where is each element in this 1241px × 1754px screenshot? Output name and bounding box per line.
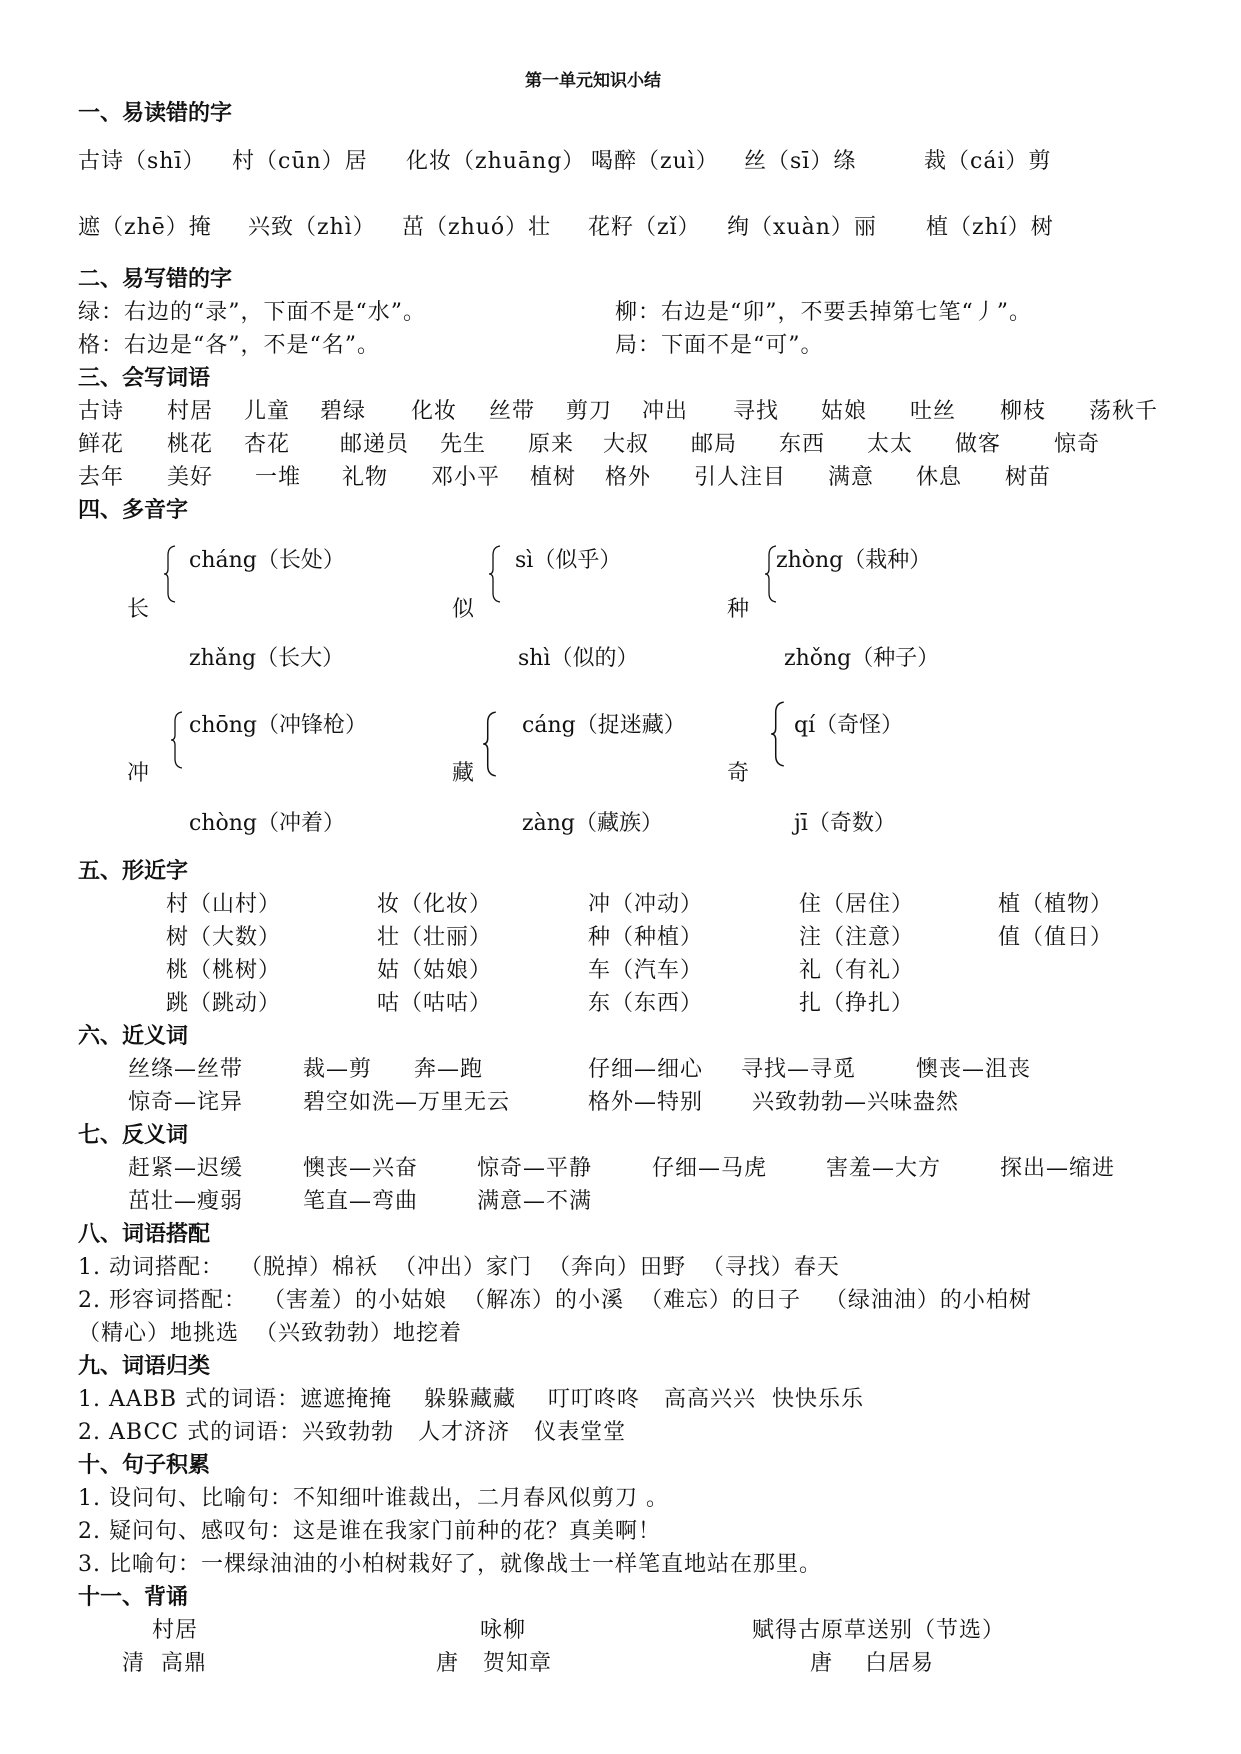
word-item: 碧绿 xyxy=(320,399,367,424)
word-item: 化妆（zhuāng） xyxy=(406,149,586,174)
pinyin-reading: zàng（藏族） xyxy=(522,811,663,836)
word-item: 裁—剪 xyxy=(303,1057,373,1082)
pinyin-reading: cáng（捉迷藏） xyxy=(522,713,686,738)
word-item: 树苗 xyxy=(1005,465,1052,490)
word-item: 惊奇—平静 xyxy=(477,1156,593,1181)
polyphone-char: 似 xyxy=(452,597,475,622)
word-item: 邮递员 xyxy=(340,432,410,457)
text-line: 2. 形容词搭配： （害羞）的小姑娘 （解冻）的小溪 （难忘）的日子 （绿油油）的小柏树 xyxy=(78,1288,1032,1313)
word-item: 先生 xyxy=(440,432,487,457)
text-line: 格：右边是“各”，不是“名”。 xyxy=(78,333,380,358)
word-item: 笔直—弯曲 xyxy=(303,1189,419,1214)
word-item: 化妆 xyxy=(411,399,458,424)
pinyin-reading: qí（奇怪） xyxy=(794,713,904,738)
word-item: 住（居住） xyxy=(799,892,915,917)
poem-author: 清 高鼎 xyxy=(122,1651,207,1676)
word-item: 格外 xyxy=(605,465,652,490)
section-heading-1: 一、易读错的字 xyxy=(78,101,233,126)
word-item: 杏花 xyxy=(244,432,291,457)
brace-icon xyxy=(770,701,786,767)
word-item: 姑（姑娘） xyxy=(377,958,493,983)
polyphone-char: 长 xyxy=(127,597,150,622)
word-item: 儿童 xyxy=(244,399,291,424)
text-line: 局：下面不是“可”。 xyxy=(615,333,824,358)
word-item: 村（山村） xyxy=(166,892,282,917)
word-item: 壮（壮丽） xyxy=(377,925,493,950)
word-item: 茁壮—瘦弱 xyxy=(128,1189,244,1214)
poem-title: 咏柳 xyxy=(480,1618,527,1643)
section-heading-2: 二、易写错的字 xyxy=(78,267,233,292)
word-item: 咕（咕咕） xyxy=(377,991,493,1016)
word-item: 寻找—寻觅 xyxy=(741,1057,857,1082)
word-item: 美好 xyxy=(167,465,214,490)
word-item: 遮（zhē）掩 xyxy=(78,215,212,240)
word-item: 姑娘 xyxy=(821,399,868,424)
pinyin-reading: zhòng（栽种） xyxy=(776,548,932,573)
word-item: 茁（zhuó）壮 xyxy=(402,215,552,240)
word-item: 仔细—细心 xyxy=(588,1057,704,1082)
text-line: 1. 动词搭配： （脱掉）棉袄 （冲出）家门 （奔向）田野 （寻找）春天 xyxy=(78,1255,840,1280)
word-item: 鲜花 xyxy=(78,432,125,457)
word-item: 古诗（shī） xyxy=(78,149,206,174)
word-item: 古诗 xyxy=(78,399,125,424)
word-item: 东（东西） xyxy=(588,991,704,1016)
word-item: 休息 xyxy=(916,465,963,490)
word-item: 礼物 xyxy=(342,465,389,490)
section-heading-5: 五、形近字 xyxy=(78,859,189,884)
word-item: 柳枝 xyxy=(1000,399,1047,424)
word-item: 害羞—大方 xyxy=(826,1156,942,1181)
section-heading-8: 八、词语搭配 xyxy=(78,1222,211,1247)
text-line: 2. ABCC 式的词语：兴致勃勃 人才济济 仪表堂堂 xyxy=(78,1420,627,1445)
text-line: 绿：右边的“录”，下面不是“水”。 xyxy=(78,300,426,325)
pinyin-reading: chōng（冲锋枪） xyxy=(189,713,367,738)
section-heading-4: 四、多音字 xyxy=(78,498,189,523)
word-item: 一堆 xyxy=(255,465,302,490)
text-line: 1. 设问句、比喻句：不知细叶谁裁出，二月春风似剪刀 。 xyxy=(78,1486,669,1511)
word-item: 懊丧—兴奋 xyxy=(303,1156,419,1181)
word-item: 去年 xyxy=(78,465,125,490)
brace-icon xyxy=(163,545,177,603)
word-item: 赶紧—迟缓 xyxy=(128,1156,244,1181)
word-item: 懊丧—沮丧 xyxy=(916,1057,1032,1082)
word-item: 树（大数） xyxy=(166,925,282,950)
word-item: 剪刀 xyxy=(566,399,613,424)
word-item: 荡秋千 xyxy=(1089,399,1159,424)
word-item: 跳（跳动） xyxy=(166,991,282,1016)
word-item: 注（注意） xyxy=(799,925,915,950)
word-item: 兴致勃勃—兴味盎然 xyxy=(752,1090,960,1115)
word-item: 寻找 xyxy=(733,399,780,424)
word-item: 格外—特别 xyxy=(588,1090,704,1115)
section-heading-6: 六、近义词 xyxy=(78,1024,189,1049)
word-item: 妆（化妆） xyxy=(377,892,493,917)
word-item: 惊奇 xyxy=(1054,432,1101,457)
word-item: 植（植物） xyxy=(998,892,1114,917)
word-item: 绚（xuàn）丽 xyxy=(727,215,877,240)
text-line: （精心）地挑选 （兴致勃勃）地挖着 xyxy=(78,1321,462,1346)
word-item: 植（zhí）树 xyxy=(926,215,1054,240)
text-line: 1. AABB 式的词语：遮遮掩掩 躲躲藏藏 叮叮咚咚 高高兴兴 快快乐乐 xyxy=(78,1387,864,1412)
poem-title: 村居 xyxy=(152,1618,199,1643)
polyphone-char: 奇 xyxy=(727,761,750,786)
word-item: 原来 xyxy=(528,432,575,457)
word-item: 引人注目 xyxy=(694,465,787,490)
poem-title: 赋得古原草送别（节选） xyxy=(752,1618,1006,1643)
word-item: 裁（cái）剪 xyxy=(924,149,1052,174)
word-item: 丝带 xyxy=(489,399,536,424)
pinyin-reading: zhǒng（种子） xyxy=(784,646,940,671)
word-item: 礼（有礼） xyxy=(799,958,915,983)
word-item: 大叔 xyxy=(603,432,650,457)
polyphone-char: 种 xyxy=(727,597,750,622)
text-line: 3. 比喻句：一棵绿油油的小柏树栽好了，就像战士一样笔直地站在那里。 xyxy=(78,1552,822,1577)
word-item: 丝（sī）绦 xyxy=(744,149,857,174)
brace-icon xyxy=(170,711,184,769)
word-item: 满意 xyxy=(828,465,875,490)
pinyin-reading: sì（似乎） xyxy=(515,548,622,573)
word-item: 太太 xyxy=(867,432,914,457)
pinyin-reading: jī（奇数） xyxy=(794,811,896,836)
word-item: 邮局 xyxy=(691,432,738,457)
word-item: 冲（冲动） xyxy=(588,892,704,917)
poem-author: 唐 白居易 xyxy=(810,1651,934,1676)
section-heading-3: 三、会写词语 xyxy=(78,366,211,391)
word-item: 扎（挣扎） xyxy=(799,991,915,1016)
word-item: 丝绦—丝带 xyxy=(128,1057,244,1082)
word-item: 值（值日） xyxy=(998,925,1114,950)
word-item: 奔—跑 xyxy=(414,1057,484,1082)
word-item: 吐丝 xyxy=(910,399,957,424)
pinyin-reading: chòng（冲着） xyxy=(189,811,345,836)
word-item: 喝醉（zuì） xyxy=(591,149,719,174)
section-heading-10: 十、句子积累 xyxy=(78,1453,211,1478)
word-item: 桃花 xyxy=(167,432,214,457)
word-item: 村（cūn）居 xyxy=(232,149,368,174)
word-item: 兴致（zhì） xyxy=(248,215,376,240)
polyphone-char: 藏 xyxy=(452,761,475,786)
word-item: 冲出 xyxy=(642,399,689,424)
word-item: 探出—缩进 xyxy=(1000,1156,1116,1181)
page-title: 第一单元知识小结 xyxy=(525,71,661,91)
word-item: 花籽（zǐ） xyxy=(588,215,701,240)
polyphone-char: 冲 xyxy=(127,761,150,786)
word-item: 满意—不满 xyxy=(477,1189,593,1214)
text-line: 2. 疑问句、感叹句：这是谁在我家门前种的花？真美啊！ xyxy=(78,1519,661,1544)
word-item: 植树 xyxy=(530,465,577,490)
word-item: 做客 xyxy=(955,432,1002,457)
pinyin-reading: shì（似的） xyxy=(518,646,639,671)
text-line: 柳：右边是“卯”，不要丢掉第七笔“丿”。 xyxy=(615,300,1032,325)
word-item: 种（种植） xyxy=(588,925,704,950)
word-item: 碧空如洗—万里无云 xyxy=(303,1090,511,1115)
word-item: 邓小平 xyxy=(431,465,501,490)
word-item: 仔细—马虎 xyxy=(652,1156,768,1181)
section-heading-11: 十一、背诵 xyxy=(78,1585,189,1610)
word-item: 东西 xyxy=(779,432,826,457)
word-item: 惊奇—诧异 xyxy=(128,1090,244,1115)
word-item: 桃（桃树） xyxy=(166,958,282,983)
poem-author: 唐 贺知章 xyxy=(436,1651,552,1676)
word-item: 村居 xyxy=(167,399,214,424)
brace-icon xyxy=(488,545,502,603)
section-heading-9: 九、词语归类 xyxy=(78,1354,211,1379)
section-heading-7: 七、反义词 xyxy=(78,1123,189,1148)
word-item: 车（汽车） xyxy=(588,958,704,983)
pinyin-reading: cháng（长处） xyxy=(189,548,345,573)
pinyin-reading: zhǎng（长大） xyxy=(189,646,345,671)
brace-icon xyxy=(482,711,498,777)
